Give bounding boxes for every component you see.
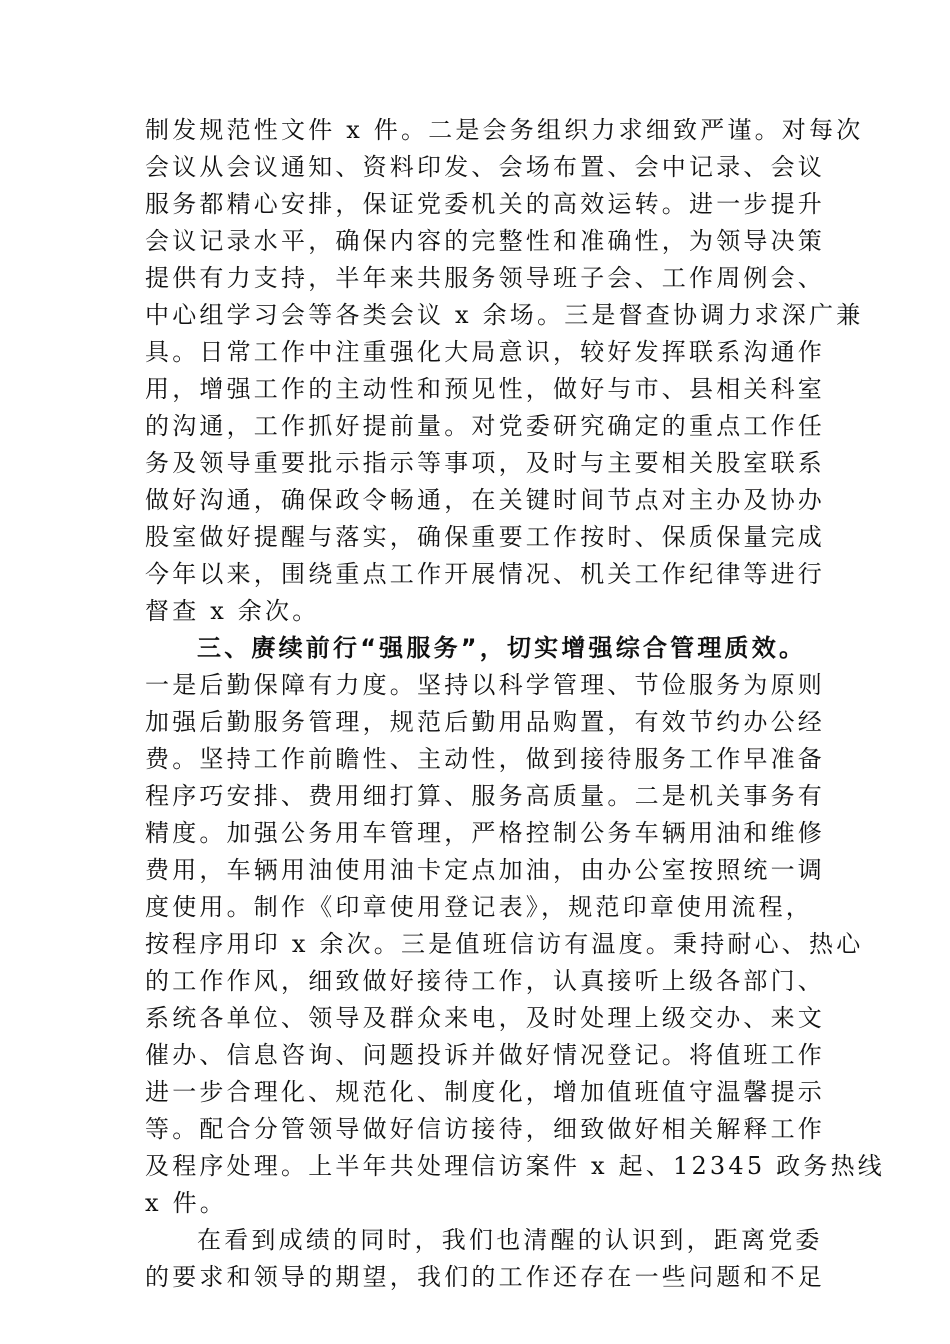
section-heading: 三、赓续前行“强服务”，切实增强综合管理质效。	[197, 634, 807, 662]
text-line: 一是后勤保障有力度。坚持以科学管理、节俭服务为原则	[145, 671, 825, 699]
text-line: 的要求和领导的期望，我们的工作还存在一些问题和不足	[145, 1263, 825, 1291]
text-line: 度使用。制作《印章使用登记表》，规范印章使用流程，	[145, 893, 813, 921]
text-line: 股室做好提醒与落实，确保重要工作按时、保质保量完成	[145, 523, 825, 551]
text-line: 的沟通，工作抓好提前量。对党委研究确定的重点工作任	[145, 412, 825, 440]
text-line: 制发规范性文件 x 件。二是会务组织力求细致严谨。对每次	[145, 116, 864, 144]
paragraph-meeting-services	[145, 112, 864, 630]
text-line: 用，增强工作的主动性和预见性，做好与市、县相关科室	[145, 375, 825, 403]
section-three	[145, 630, 885, 1222]
text-line: 系统各单位、领导及群众来电，及时处理上级交办、来文	[145, 1004, 825, 1032]
text-line: 中心组学习会等各类会议 x 余场。三是督查协调力求深广兼	[145, 301, 864, 329]
text-line: 催办、信息咨询、问题投诉并做好情况登记。将值班工作	[145, 1041, 825, 1069]
text-line: 精度。加强公务用车管理，严格控制公务车辆用油和维修	[145, 819, 825, 847]
text-line: x 件。	[145, 1189, 227, 1217]
text-line: 做好沟通，确保政令畅通，在关键时间节点对主办及协办	[145, 486, 825, 514]
text-line: 进一步合理化、规范化、制度化，增加值班值守温馨提示	[145, 1078, 825, 1106]
text-line: 提供有力支持，半年来共服务领导班子会、工作周例会、	[145, 264, 825, 292]
paragraph-closing	[145, 1222, 825, 1296]
text-line: 服务都精心安排，保证党委机关的高效运转。进一步提升	[145, 190, 825, 218]
text-line: 费。坚持工作前瞻性、主动性，做到接待服务工作早准备	[145, 745, 825, 773]
document-body	[145, 112, 885, 1296]
text-line: 会议记录水平，确保内容的完整性和准确性，为领导决策	[145, 227, 825, 255]
text-line: 的工作作风，细致做好接待工作，认真接听上级各部门、	[145, 967, 825, 995]
text-line: 及程序处理。上半年共处理信访案件 x 起、12345 政务热线	[145, 1152, 885, 1180]
text-line: 务及领导重要批示指示等事项，及时与主要相关股室联系	[145, 449, 825, 477]
text-line: 加强后勤服务管理，规范后勤用品购置，有效节约办公经	[145, 708, 825, 736]
text-line: 在看到成绩的同时，我们也清醒的认识到，距离党委	[197, 1226, 823, 1254]
text-line: 按程序用印 x 余次。三是值班信访有温度。秉持耐心、热心	[145, 930, 864, 958]
text-line: 会议从会议通知、资料印发、会场布置、会中记录、会议	[145, 153, 825, 181]
text-line: 程序巧安排、费用细打算、服务高质量。二是机关事务有	[145, 782, 825, 810]
text-line: 具。日常工作中注重强化大局意识，较好发挥联系沟通作	[145, 338, 825, 366]
text-line: 等。配合分管领导做好信访接待，细致做好相关解释工作	[145, 1115, 825, 1143]
text-line: 今年以来，围绕重点工作开展情况、机关工作纪律等进行	[145, 560, 825, 588]
text-line: 费用，车辆用油使用油卡定点加油，由办公室按照统一调	[145, 856, 825, 884]
text-line: 督查 x 余次。	[145, 597, 320, 625]
